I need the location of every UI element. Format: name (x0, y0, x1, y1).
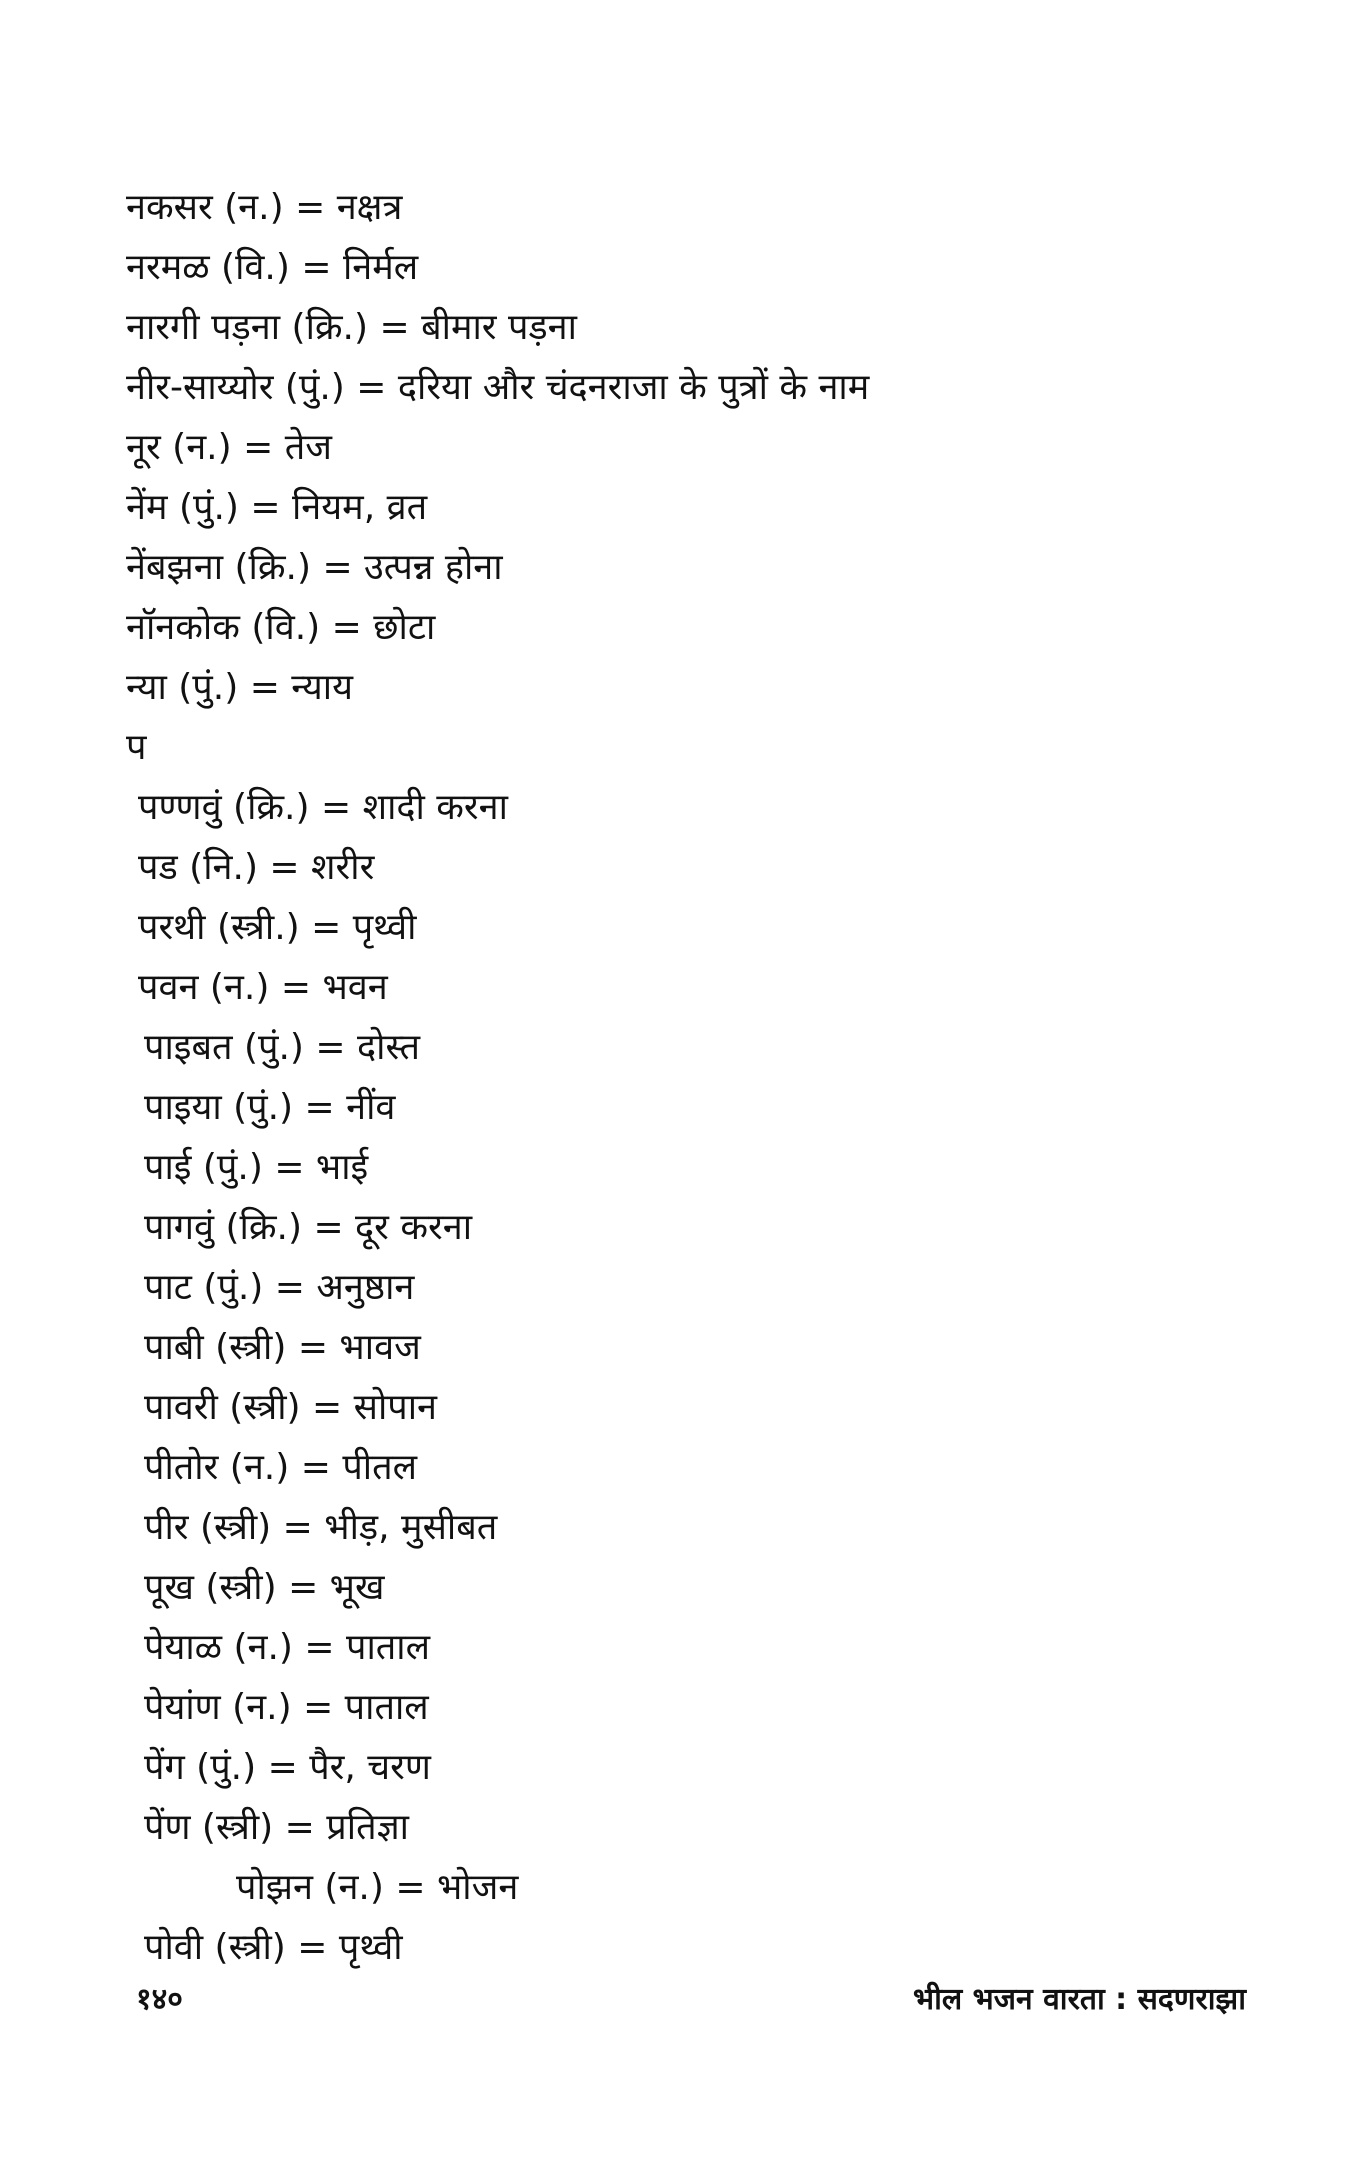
glossary-entry: पाबी (स्त्री) = भावज (144, 1327, 421, 1368)
glossary-entry: पोवी (स्त्री) = पृथ्वी (144, 1927, 403, 1968)
glossary-entry: नेंबझना (क्रि.) = उत्पन्न होना (126, 547, 503, 588)
glossary-entry: पावरी (स्त्री) = सोपान (144, 1387, 438, 1428)
glossary-entry: पण्णवुं (क्रि.) = शादी करना (138, 787, 508, 828)
glossary-entry: नीर-साय्योर (पुं.) = दरिया और चंदनराजा के पुत्रों के नाम (126, 367, 870, 408)
glossary-entry: पोझन (न.) = भोजन (236, 1867, 519, 1908)
glossary-entry: नारगी पड़ना (क्रि.) = बीमार पड़ना (126, 307, 577, 348)
glossary-entry: पेंग (पुं.) = पैर, चरण (144, 1747, 431, 1788)
glossary-entry: नरमळ (वि.) = निर्मल (126, 247, 419, 288)
glossary-entry: पागवुं (क्रि.) = दूर करना (144, 1207, 473, 1248)
section-letter-heading: प (126, 727, 147, 768)
glossary-entry: पीर (स्त्री) = भीड़, मुसीबत (144, 1507, 498, 1548)
glossary-entry: परथी (स्त्री.) = पृथ्वी (138, 907, 417, 948)
glossary-entry: पाइया (पुं.) = नींव (144, 1087, 396, 1128)
glossary-entry: पीतोर (न.) = पीतल (144, 1447, 418, 1488)
glossary-entry: पेंण (स्त्री) = प्रतिज्ञा (144, 1807, 409, 1848)
glossary-entry: पाइबत (पुं.) = दोस्त (144, 1027, 420, 1068)
glossary-entry: नेंम (पुं.) = नियम, व्रत (126, 487, 428, 528)
glossary-entry: पेयाळ (न.) = पाताल (144, 1627, 431, 1668)
glossary-entry: पवन (न.) = भवन (138, 967, 388, 1008)
glossary-entry: पेयांण (न.) = पाताल (144, 1687, 429, 1728)
glossary-entry: पाई (पुं.) = भाई (144, 1147, 369, 1188)
glossary-entry: पाट (पुं.) = अनुष्ठान (144, 1267, 415, 1308)
glossary-entry: नॉनकोक (वि.) = छोटा (126, 607, 436, 648)
running-title: भील भजन वारता : सदणराझा (913, 1982, 1246, 2017)
glossary-list (126, 178, 1226, 1978)
glossary-entry: पड (नि.) = शरीर (138, 847, 375, 888)
page-footer (136, 1975, 1246, 2025)
glossary-entry: पूख (स्त्री) = भूख (144, 1567, 385, 1608)
page-number: १४० (136, 1982, 183, 2017)
glossary-entry: नूर (न.) = तेज (126, 427, 332, 468)
glossary-entry: न्या (पुं.) = न्याय (126, 667, 354, 708)
glossary-entry: नकसर (न.) = नक्षत्र (126, 187, 403, 228)
